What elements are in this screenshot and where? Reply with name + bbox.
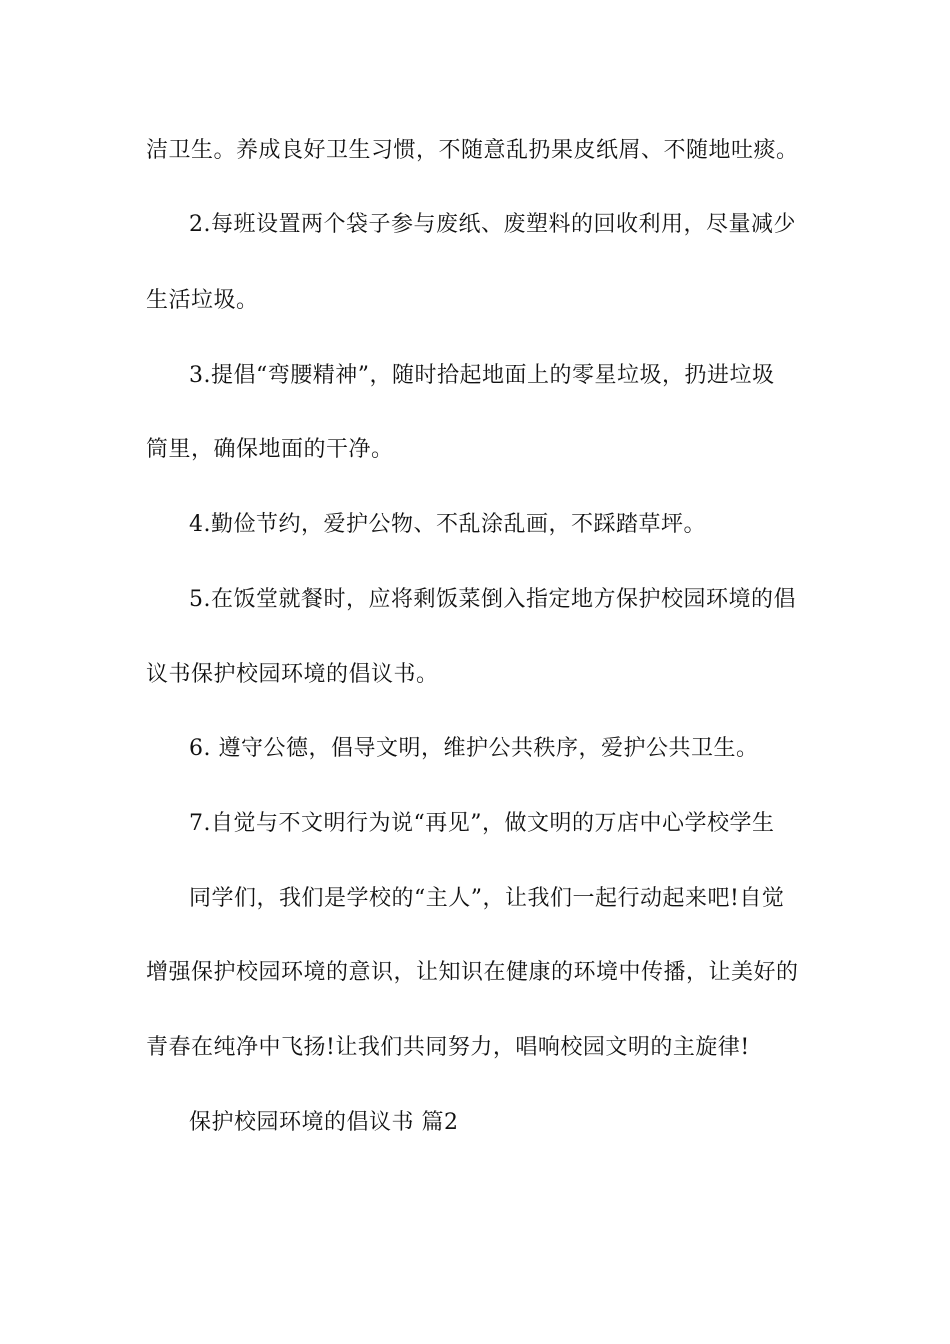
text-line: 5.在饭堂就餐时，应将剩饭菜倒入指定地方保护校园环境的倡 [189,587,796,612]
text-line: 议书保护校园环境的倡议书。 [146,662,439,687]
text-line: 6. 遵守公德，倡导文明，维护公共秩序，爱护公共卫生。 [189,736,759,761]
text-line: 洁卫生。养成良好卫生习惯，不随意乱扔果皮纸屑、不随地吐痰。 [146,138,799,163]
text-line: 4.勤俭节约，爱护公物、不乱涂乱画，不踩踏草坪。 [189,512,706,537]
text-line: 青春在纯净中飞扬!让我们共同努力，唱响校园文明的主旋律! [146,1035,750,1060]
text-line: 同学们，我们是学校的“主人”，让我们一起行动起来吧!自觉 [189,886,785,911]
text-line: 增强保护校园环境的意识，让知识在健康的环境中传播，让美好的 [146,960,799,985]
text-line: 7.自觉与不文明行为说“再见”，做文明的万店中心学校学生 [189,811,775,836]
text-line: 3.提倡“弯腰精神”，随时拾起地面上的零星垃圾，扔进垃圾 [189,363,775,388]
text-line: 2.每班设置两个袋子参与废纸、废塑料的回收利用，尽量减少 [189,212,796,237]
text-line: 筒里，确保地面的干净。 [146,437,394,462]
text-line: 生活垃圾。 [146,288,259,313]
section-heading: 保护校园环境的倡议书 篇2 [189,1110,459,1135]
